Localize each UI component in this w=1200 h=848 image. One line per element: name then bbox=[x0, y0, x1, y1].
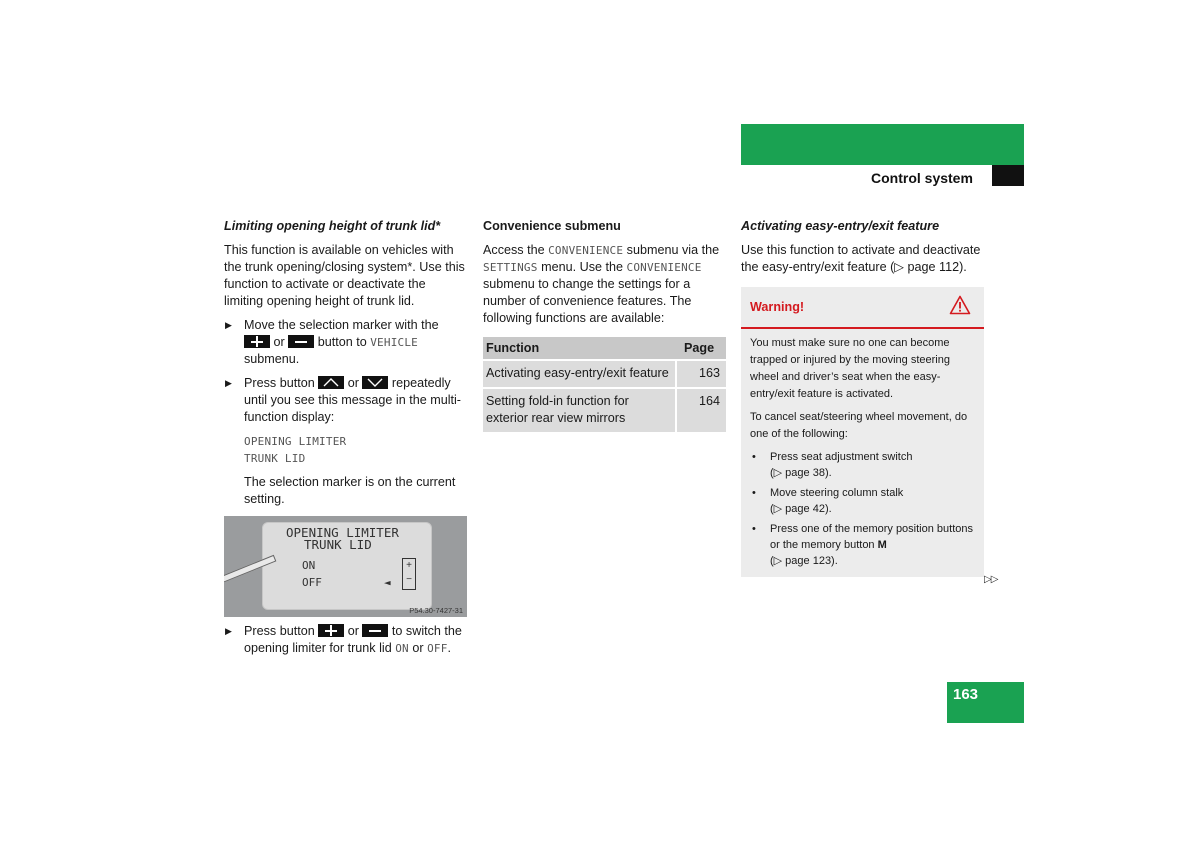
column-trunk-lid bbox=[224, 218, 468, 664]
selection-note: The selection marker is on the current setting. bbox=[244, 475, 456, 506]
plus-button-icon bbox=[318, 624, 344, 637]
display-plus-minus-indicator: + − bbox=[402, 558, 416, 590]
bullet-triangle-icon: ▶ bbox=[225, 626, 232, 636]
multifunction-display-image: OPENING LIMITER TRUNK LID ON OFF ◄ + − P54.30-7427-31 bbox=[224, 516, 467, 617]
warning-box bbox=[741, 287, 984, 577]
warning-triangle-icon bbox=[949, 295, 971, 320]
warning-label: Warning! bbox=[750, 300, 805, 314]
section-subtitle: Control system bbox=[871, 170, 973, 186]
column-convenience bbox=[483, 218, 727, 432]
bullet-dot-icon: • bbox=[752, 523, 756, 535]
scroll-up-button-icon bbox=[318, 376, 344, 389]
table-row: Activating easy-entry/exit feature 163 bbox=[483, 360, 726, 388]
image-code: P54.30-7427-31 bbox=[409, 606, 463, 615]
step-switch-limiter: ▶ Press button or to switch the opening limiter for trunk lid ON or OFF. bbox=[225, 624, 462, 655]
table-header-function: Function bbox=[483, 337, 676, 360]
heading-easy-entry: Activating easy-entry/exit feature bbox=[741, 219, 940, 233]
header-green-bar bbox=[741, 124, 1024, 165]
page-number: 163 bbox=[953, 686, 979, 703]
bullet-triangle-icon: ▶ bbox=[225, 320, 232, 330]
bullet-triangle-icon: ▶ bbox=[225, 378, 232, 388]
section-title: Controls in detail bbox=[1041, 143, 1160, 159]
warning-body: You must make sure no one can become trapped or injured by the moving steering wheel and driver’s seat when the easy-entry/exit feature is activated. To cancel seat/steering wheel movement, do one of the following: • Press seat adjustment switch (▷ page 38). • Move steering column stalk (▷ page 42). • Press one of the memory position buttons or the memory button M (▷ page 123). bbox=[750, 337, 973, 567]
easy-entry-paragraph: Use this function to activate and deactivate the easy-entry/exit feature (▷ page 112). bbox=[741, 243, 981, 274]
functions-table bbox=[483, 337, 726, 432]
intro-paragraph: This function is available on vehicles with the trunk opening/closing system*. Use this function to activate or deactivate the limiting opening height of trunk lid. bbox=[224, 243, 465, 308]
minus-button-icon bbox=[362, 624, 388, 637]
warning-header bbox=[741, 287, 984, 329]
display-code-vehicle: VEHICLE bbox=[370, 336, 418, 349]
table-header-page: Page bbox=[676, 337, 726, 360]
heading-trunk-lid: Limiting opening height of trunk lid* bbox=[224, 219, 441, 233]
column-easy-entry bbox=[741, 218, 985, 577]
continued-arrows-icon: ▷▷ bbox=[984, 574, 998, 585]
display-message: OPENING LIMITER TRUNK LID bbox=[244, 435, 347, 465]
step-press-button: ▶ Press button or repeatedly until you see this message in the multi-function display: bbox=[225, 376, 461, 424]
page-number-box bbox=[947, 682, 1024, 723]
list-item: • Move steering column stalk (▷ page 42). bbox=[752, 487, 904, 515]
minus-button-icon bbox=[288, 335, 314, 348]
heading-convenience: Convenience submenu bbox=[483, 219, 621, 233]
convenience-paragraph: Access the CONVENIENCE submenu via the SETTINGS menu. Use the CONVENIENCE submenu to change the settings for a number of convenience features. The following functions are available: bbox=[483, 243, 720, 325]
list-item: • Press seat adjustment switch (▷ page 38). bbox=[752, 451, 913, 479]
table-row: Setting fold-in function for exterior rear view mirrors 164 bbox=[483, 388, 726, 432]
list-item: • Press one of the memory position buttons or the memory button M (▷ page 123). bbox=[752, 523, 973, 567]
bullet-dot-icon: • bbox=[752, 487, 756, 499]
step-move-marker: ▶ Move the selection marker with the or button to VEHICLE submenu. bbox=[225, 318, 439, 366]
bullet-dot-icon: • bbox=[752, 451, 756, 463]
header-black-tab bbox=[992, 165, 1024, 186]
plus-button-icon bbox=[244, 335, 270, 348]
scroll-down-button-icon bbox=[362, 376, 388, 389]
